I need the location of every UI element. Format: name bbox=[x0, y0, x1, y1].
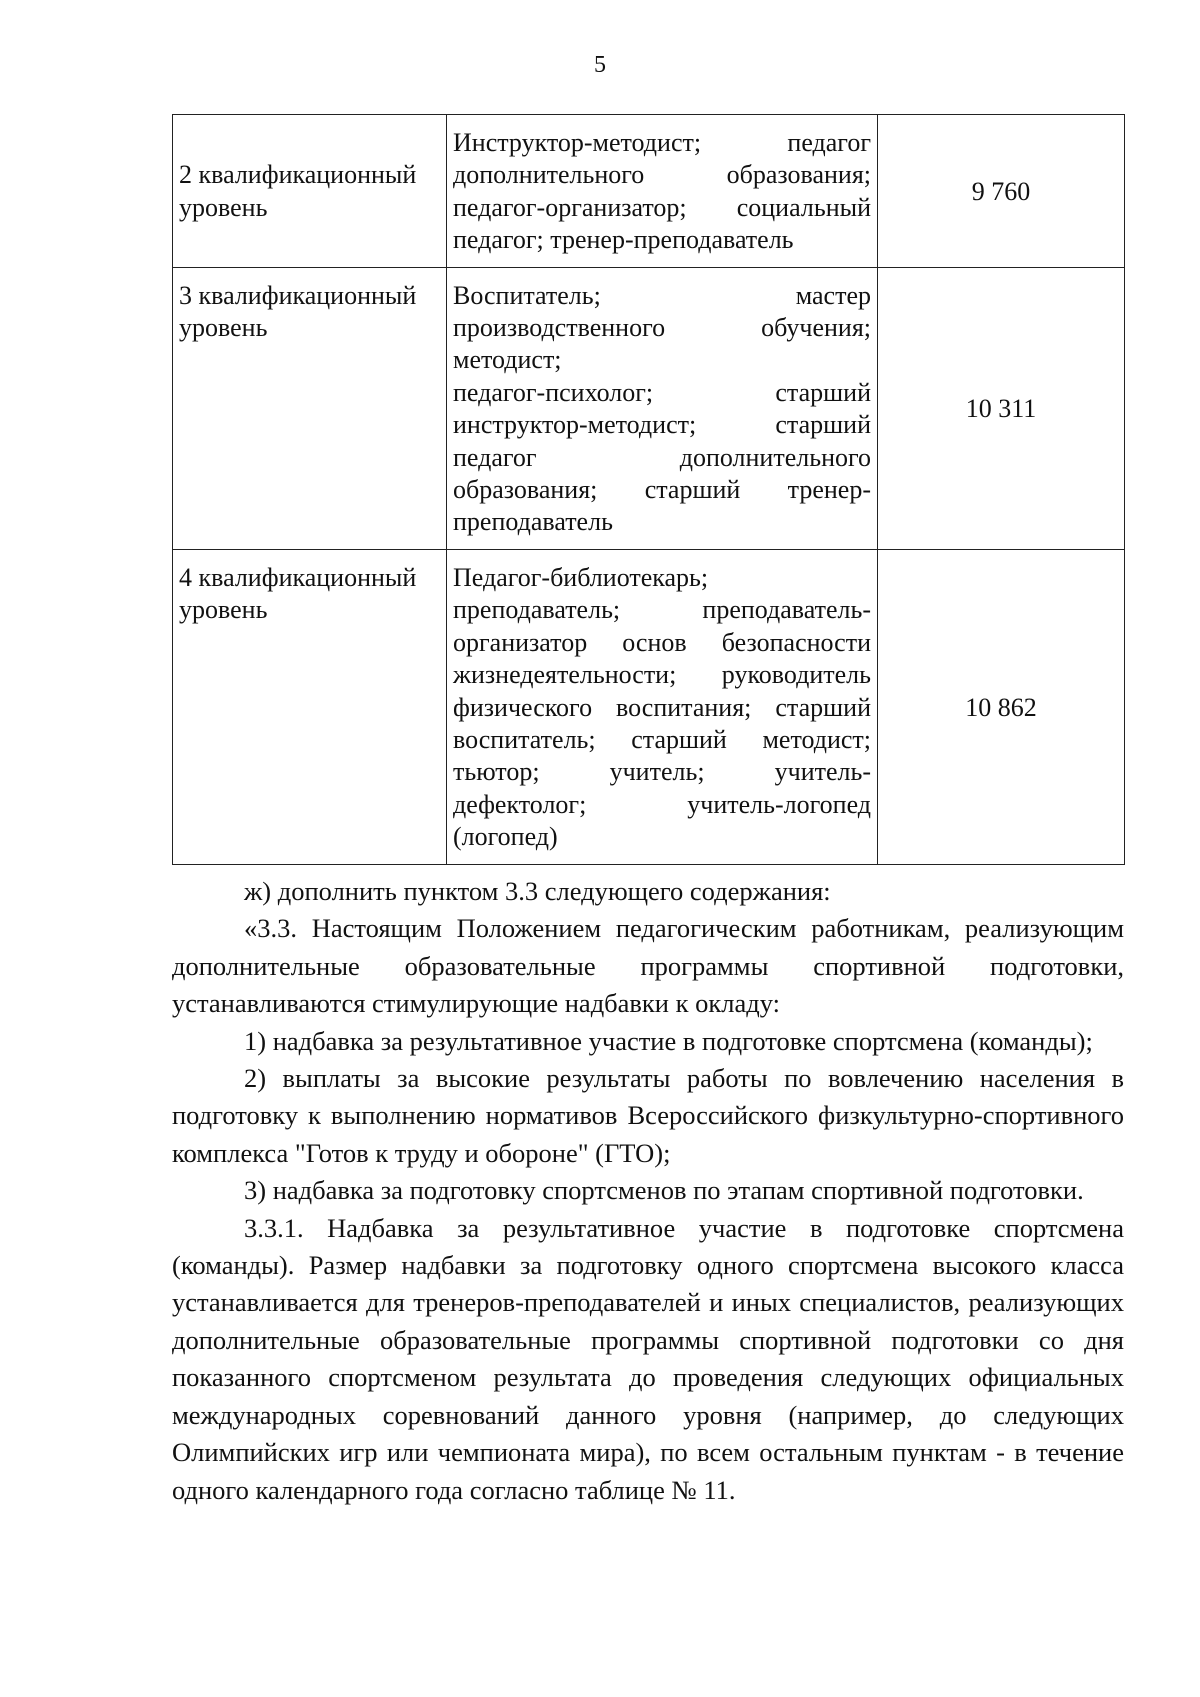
position-line: инструктор-методист; старший bbox=[453, 410, 871, 440]
position-line: жизнедеятельности; руководитель bbox=[453, 660, 871, 690]
position-line: Воспитатель; мастер bbox=[453, 280, 871, 310]
position-line: производственного обучения; bbox=[453, 313, 871, 343]
salary-value-cell: 10 311 bbox=[878, 267, 1125, 549]
position-line: (логопед) bbox=[453, 822, 558, 852]
qualification-level-cell: 4 квалификационный уровень bbox=[173, 549, 447, 864]
salary-value-cell: 10 862 bbox=[878, 549, 1125, 864]
positions-cell bbox=[447, 115, 878, 268]
position-line: педагог; тренер-преподаватель bbox=[453, 225, 794, 255]
paragraph-3-3: «3.3. Настоящим Положением педагогическим работникам, реализующим дополнительные образовательные программы спортивной подготовки, устанавливаются стимулирующие надбавки к окладу: bbox=[172, 913, 1124, 1019]
page-number: 5 bbox=[594, 52, 606, 78]
position-line: Инструктор-методист; педагог bbox=[453, 128, 871, 157]
position-line: педагог-организатор; социальный bbox=[453, 192, 871, 222]
list-item-3: 3) надбавка за подготовку спортсменов по этапам спортивной подготовки. bbox=[244, 1175, 1084, 1206]
salary-table-body bbox=[173, 115, 1125, 865]
position-line: образования; старший тренер- bbox=[453, 475, 871, 505]
position-line: дефектолог; учитель-логопед bbox=[453, 789, 871, 819]
qualification-level-cell: 2 квалификационный уровень bbox=[173, 115, 447, 268]
position-line: воспитатель; старший методист; bbox=[453, 724, 871, 754]
table-row bbox=[173, 549, 1125, 864]
document-body bbox=[172, 873, 1124, 1509]
position-line: Педагог-библиотекарь; bbox=[453, 562, 709, 592]
list-item-1: 1) надбавка за результативное участие в подготовке спортсмена (команды); bbox=[244, 1025, 1093, 1056]
salary-table bbox=[172, 114, 1125, 865]
paragraph-3-3-1: 3.3.1. Надбавка за результативное участие в подготовке спортсмена (команды). Размер надбавки за подготовку одного спортсмена высокого класса устанавливается для тренеров-преподавателей и иных специалистов, реализующих дополнительные образовательные программы спортивной подготовки со дня показанного спортсменом результата до проведения следующих официальных международных соревнований данного уровня (например, до следующих Олимпийских игр или чемпионата мира), по всем остальным пунктам - в течение одного календарного года согласно таблице № 11. bbox=[172, 1212, 1124, 1505]
position-line: дополнительного образования; bbox=[453, 160, 871, 190]
positions-cell bbox=[447, 549, 878, 864]
salary-value-cell: 9 760 bbox=[878, 115, 1125, 268]
table-row bbox=[173, 115, 1125, 268]
qualification-level-cell: 3 квалификационный уровень bbox=[173, 267, 447, 549]
list-item-2: 2) выплаты за высокие результаты работы по вовлечению населения в подготовку к выполнению нормативов Всероссийского физкультурно-спортивного комплекса "Готов к труду и обороне" (ГТО); bbox=[172, 1063, 1124, 1168]
position-line: преподаватель; преподаватель- bbox=[453, 595, 871, 625]
table-row bbox=[173, 267, 1125, 549]
position-line: педагог дополнительного bbox=[453, 442, 871, 472]
positions-cell bbox=[447, 267, 878, 549]
position-line: преподаватель bbox=[453, 507, 613, 537]
position-line: организатор основ безопасности bbox=[453, 627, 871, 657]
position-line: физического воспитания; старший bbox=[453, 692, 871, 722]
paragraph-amendment-intro: ж) дополнить пунктом 3.3 следующего содержания: bbox=[244, 876, 831, 906]
position-line: методист; bbox=[453, 345, 562, 375]
position-line: тьютор; учитель; учитель- bbox=[453, 757, 871, 787]
position-line: педагог-психолог; старший bbox=[453, 377, 871, 407]
